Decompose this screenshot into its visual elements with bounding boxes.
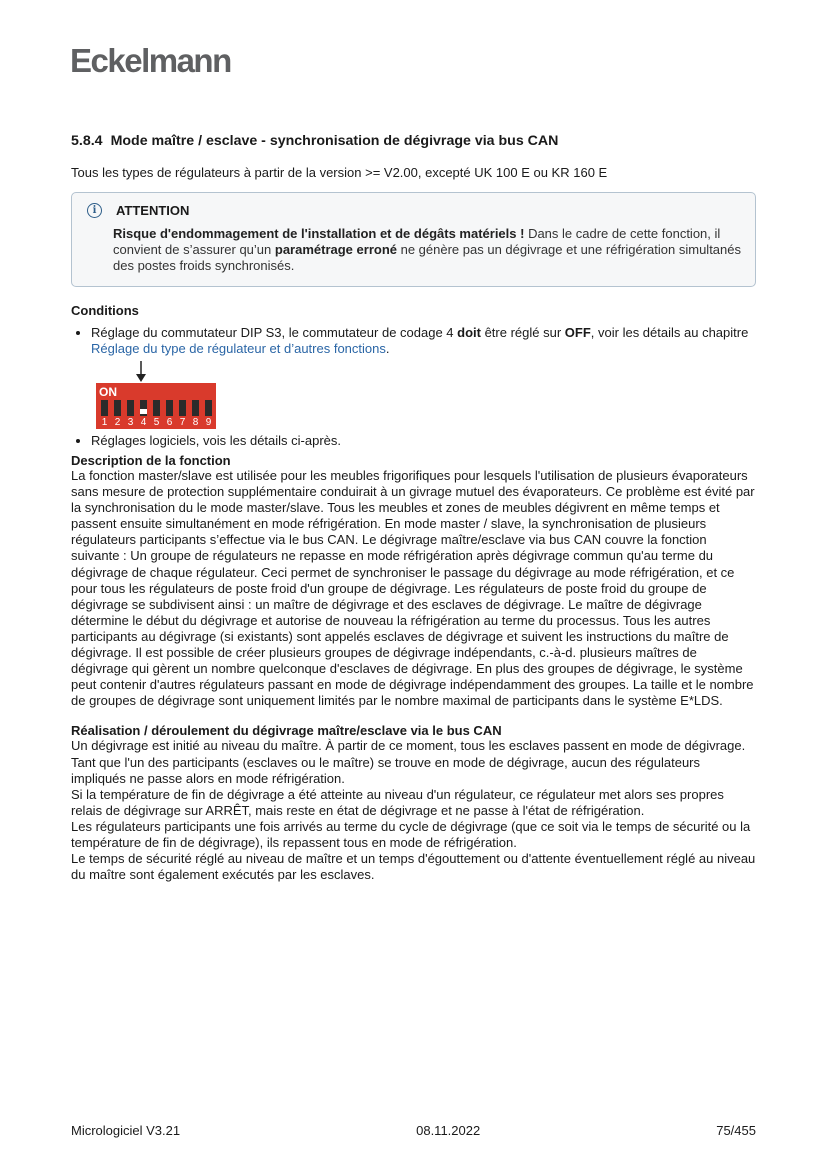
description-heading: Description de la fonction [71,453,231,468]
dip-switch-lever-1 [101,400,108,416]
attention-body [113,226,743,274]
condition-text: être réglé sur [480,325,565,340]
section-intro: Tous les types de régulateurs à partir de la version >= V2.00, excepté UK 100 E ou KR 160 E [71,165,608,180]
footer-date: 08.11.2022 [416,1123,481,1138]
list-item [91,325,756,357]
dip-switch-lever-8 [192,400,199,416]
attention-title: ATTENTION [116,203,190,218]
chapter-link[interactable]: Réglage du type de régulateur et d’autres fonctions [91,341,386,356]
realisation-paragraph-2: Si la température de fin de dégivrage a été atteinte au niveau d'un régulateur, ce régulateur met alors ses propres relais de dégivrage sur ARRÊT, mais reste en état de dégivrage et ne passe à l'état de réfrigération. [71,786,724,818]
condition-text: Réglage du commutateur DIP S3, le commutateur de codage 4 [91,325,458,340]
attention-header [84,203,743,218]
conditions-list-2 [71,433,756,449]
condition-text: , voir les détails au chapitre [590,325,749,340]
dip-switch-number-8: 8 [192,417,199,428]
dip-switch [96,383,216,429]
conditions-list [71,325,756,357]
condition-bold-doit: doit [457,325,481,340]
realisation-paragraph-3: Les régulateurs participants une fois arrivés au terme du cycle de dégivrage (que ce soit via le temps de sécurité ou la température de fin de dégivrage), ils repassent tous en mode de réfrigération. [71,818,751,850]
dip-switch-number-9: 9 [205,417,212,428]
dip-switch-number-3: 3 [127,417,134,428]
eckelmann-logo: Eckelmann [70,42,231,79]
conditions-heading: Conditions [71,303,139,318]
down-arrow-icon [135,361,147,383]
dip-switch-lever-9 [205,400,212,416]
dip-switch-number-5: 5 [153,417,160,428]
condition-text: . [385,341,390,356]
dip-switch-number-1: 1 [101,417,108,428]
attention-param-bold: paramétrage erroné [274,242,397,257]
page-content [71,133,756,883]
dip-switch-lever-3 [127,400,134,416]
attention-warning-bold: Risque d'endommagement de l'installation et de dégâts matériels ! [113,226,525,241]
dip-switch-figure [96,361,756,433]
dip-switch-lever-2 [114,400,121,416]
dip-switch-lever-5 [153,400,160,416]
section-heading [71,133,756,149]
realisation-paragraph-1: Un dégivrage est initié au niveau du maître. À partir de ce moment, tous les esclaves passent en mode de dégivrage. Tant que l'un des participants (esclaves ou le maître) se trouve en mode de dégivrage, aucun des régulateurs impliqués ne passe alors en mode réfrigération. [71,738,746,786]
dip-switch-number-6: 6 [166,417,173,428]
realisation-heading: Réalisation / déroulement du dégivrage maître/esclave via le bus CAN [71,723,502,739]
dip-on-label: ON [99,385,117,399]
attention-box [71,192,756,287]
dip-switch-lever-6 [166,400,173,416]
page-footer [71,1123,756,1138]
dip-switch-number-7: 7 [179,417,186,428]
dip-switch-number-4: 4 [140,417,147,428]
footer-page-number: 75/455 [716,1123,756,1138]
description-text: La fonction master/slave est utilisée pour les meubles frigorifiques pour lesquels l'utilisation de plusieurs évaporateurs sans mesure de protection supplémentaire conduirait à un givrage mutuel des évaporateurs. Ce problème est évité par la synchronisation du le mode master/slave. Tous les meubles et zones de meubles dégivrent en même temps et passent ensuite simultanément en mode réfrigération. En mode master / slave, la synchronisation de plusieurs régulateurs participants s’effectue via le bus CAN. Le dégivrage maître/esclave via bus CAN couvre la fonction suivante : Un groupe de régulateurs ne repasse en mode réfrigération après dégivrage commun qu'au terme du dégivrage de chaque régulateur. Ceci permet de synchroniser le passage du dégivrage au mode réfrigération, et ce pour tous les régulateurs de poste froid d'un groupe de dégivrage. Les régulateurs de poste froid du groupe de dégivrage se subdivisent ainsi : un maître de dégivrage et des esclaves de dégivrage. Le maître de dégivrage détermine le début du dégivrage et autorise de nouveau la réfrigération au terme du processus. Tous les autres participants au dégivrage (si existants) sont appelés esclaves de dégivrage et suivent les instructions du maître de dégivrage. Il est possible de créer plusieurs groupes de dégivrage indépendants, c.-à-d. plusieurs maîtres de dégivrage qui gèrent un nombre quelconque d'esclaves de dégivrage. En plus des groupes de dégivrage, le système peut contenir d'autres régulateurs passant en mode de dégivrage indépendamment des groupes. La taille et le nombre de groupes de dégivrage sont uniquement limités par le nombre maximal de participants dans le système E*LDS. [71,468,755,709]
condition-bold-off: OFF [564,325,591,340]
attention-text-2: ne génère pas un dégivrage et une réfrigération simultanés des postes froids synchronisés. [113,242,741,273]
dip-switch-number-2: 2 [114,417,121,428]
dip-switch-lever-4 [140,400,147,416]
info-circle-icon: i [87,203,102,218]
dip-switch-lever-7 [179,400,186,416]
section-title: Mode maître / esclave - synchronisation de dégivrage via bus CAN [110,133,559,149]
attention-text-1: Dans le cadre de cette fonction, il convient de s’assurer qu’un [113,226,721,257]
section-number: 5.8.4 [71,133,103,149]
footer-firmware: Micrologiciel V3.21 [71,1123,181,1138]
list-item: • Réglages logiciels, vois les détails ci-après. [91,433,756,449]
realisation-paragraph-4: Le temps de sécurité réglé au niveau de maître et un temps d'égouttement ou d'attente éventuellement réglé au niveau du maître sont également exécutés par les esclaves. [71,851,756,883]
